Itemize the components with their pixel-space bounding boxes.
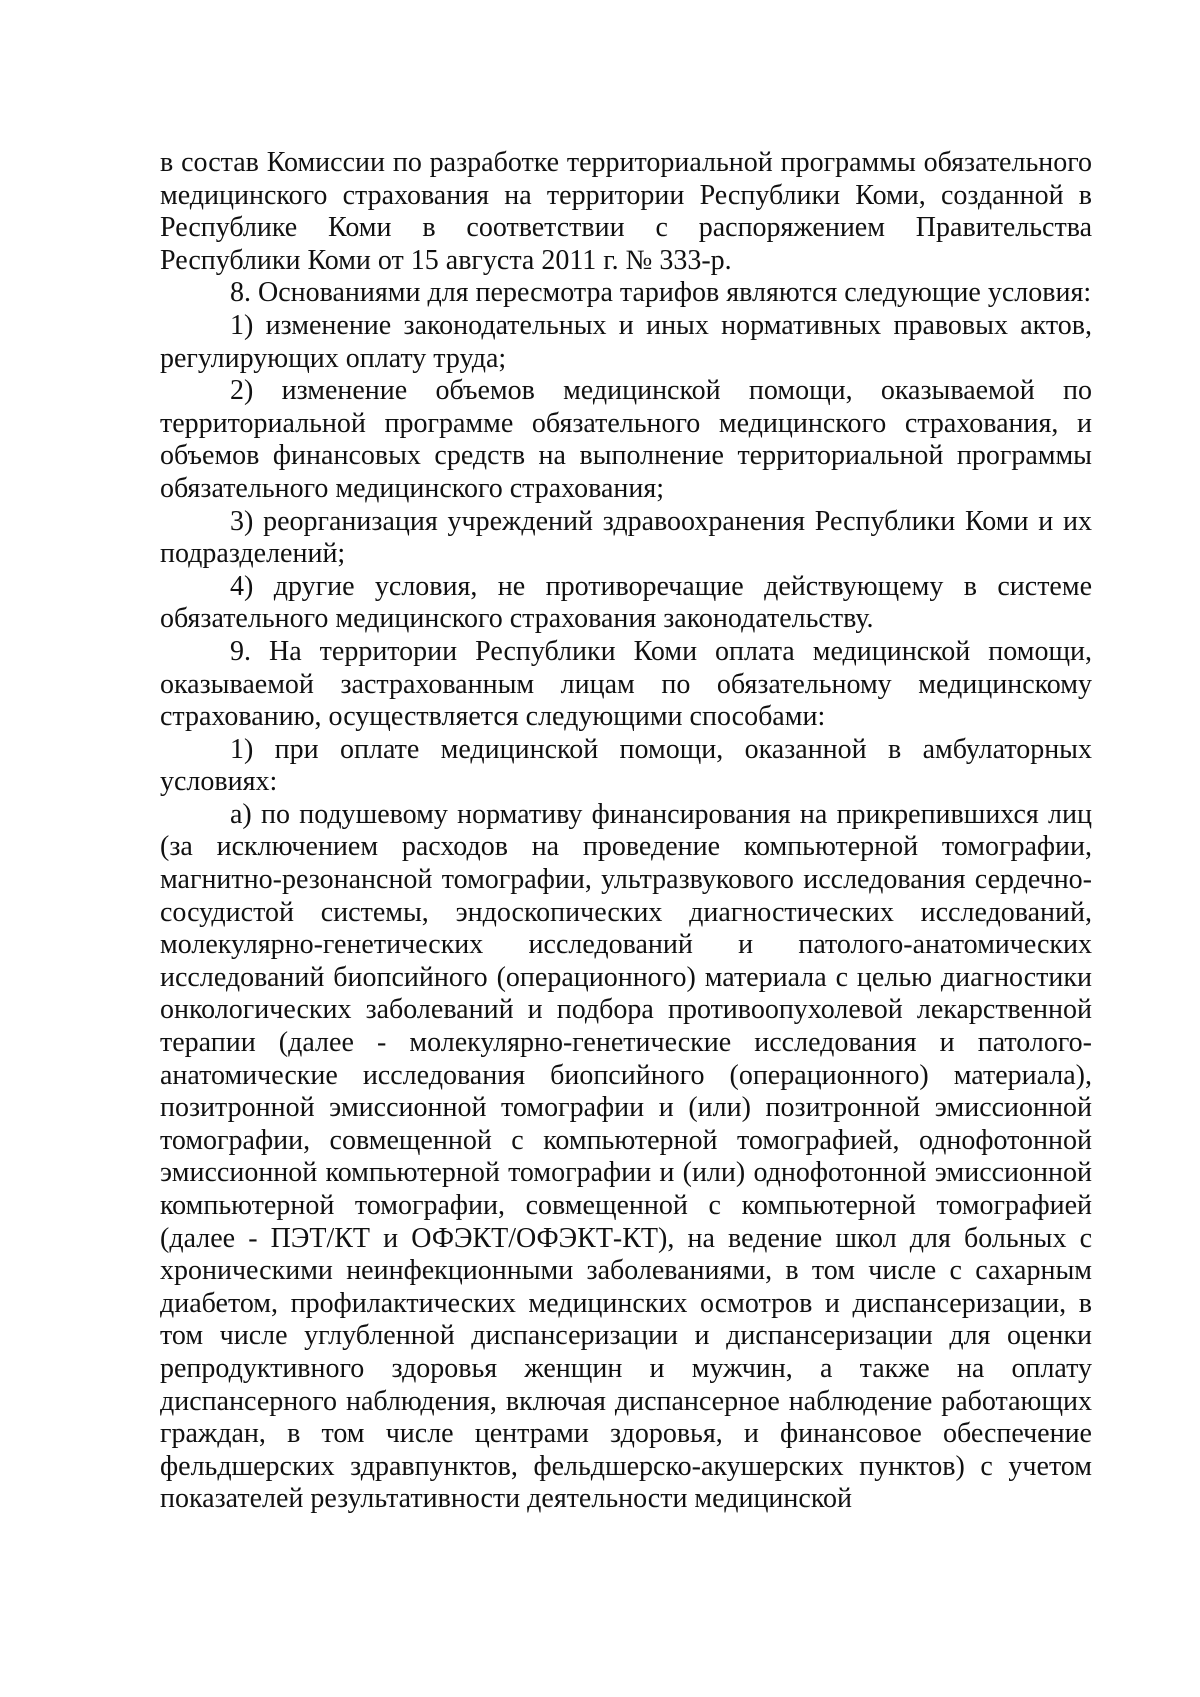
paragraph-item-8: 8. Основаниями для пересмотра тарифов являются следующие условия: [230,277,1092,309]
paragraph-commission-composition: в состав Комиссии по разработке территориальной программы обязательного медицинского страхования на территории Республики Коми, созданной в Республике Коми в соответствии с распоряжением Правительства Республики Коми от 15 августа 2011 г. № 333-р. [160,147,1092,276]
paragraph-method-1a: а) по подушевому нормативу финансирования на прикрепившихся лиц (за исключением расходов на проведение компьютерной томографии, магнитно-резонансной томографии, ультразвукового исследования сердечно-сосудистой системы, эндоскопических диагностических исследований, молекулярно-генетических исследований и патолого-анатомических исследований биопсийного (операционного) материала с целью диагностики онкологических заболеваний и подбора противоопухолевой лекарственной терапии (далее - молекулярно-генетические исследования и патолого-анатомические исследования биопсийного (операционного) материала), позитронной эмиссионной томографии и (или) позитронной эмиссионной томографии, совмещенной с компьютерной томографией, однофотонной эмиссионной компьютерной томографии и (или) однофотонной эмиссионной компьютерной томографии, совмещенной с компьютерной томографией (далее - ПЭТ/КТ и ОФЭКТ/ОФЭКТ-КТ), на ведение школ для больных с хроническими неинфекционными заболеваниями, в том числе с сахарным диабетом, профилактических медицинских осмотров и диспансеризации, в том числе углубленной диспансеризации и диспансеризации для оценки репродуктивного здоровья женщин и мужчин, а также на оплату диспансерного наблюдения, включая диспансерное наблюдение работающих граждан, в том числе центрами здоровья, и финансовое обеспечение фельдшерских здравпунктов, фельдшерско-акушерских пунктов) с учетом показателей результативности деятельности медицинской [160,798,1092,1515]
paragraph-condition-3: 3) реорганизация учреждений здравоохранения Республики Коми и их подразделений; [160,505,1092,570]
paragraph-condition-1: 1) изменение законодательных и иных нормативных правовых актов, регулирующих оплату труда; [160,309,1092,374]
paragraph-condition-4: 4) другие условия, не противоречащие действующему в системе обязательного медицинского страхования законодательству. [160,570,1092,635]
paragraph-condition-2: 2) изменение объемов медицинской помощи, оказываемой по территориальной программе обязательного медицинского страхования, и объемов финансовых средств на выполнение территориальной программы обязательного медицинского страхования; [160,375,1092,504]
document-body [160,147,1092,1516]
paragraph-method-1: 1) при оплате медицинской помощи, оказанной в амбулаторных условиях: [160,733,1092,798]
paragraph-item-9: 9. На территории Республики Коми оплата медицинской помощи, оказываемой застрахованным лицам по обязательному медицинскому страхованию, осуществляется следующими способами: [160,635,1092,733]
